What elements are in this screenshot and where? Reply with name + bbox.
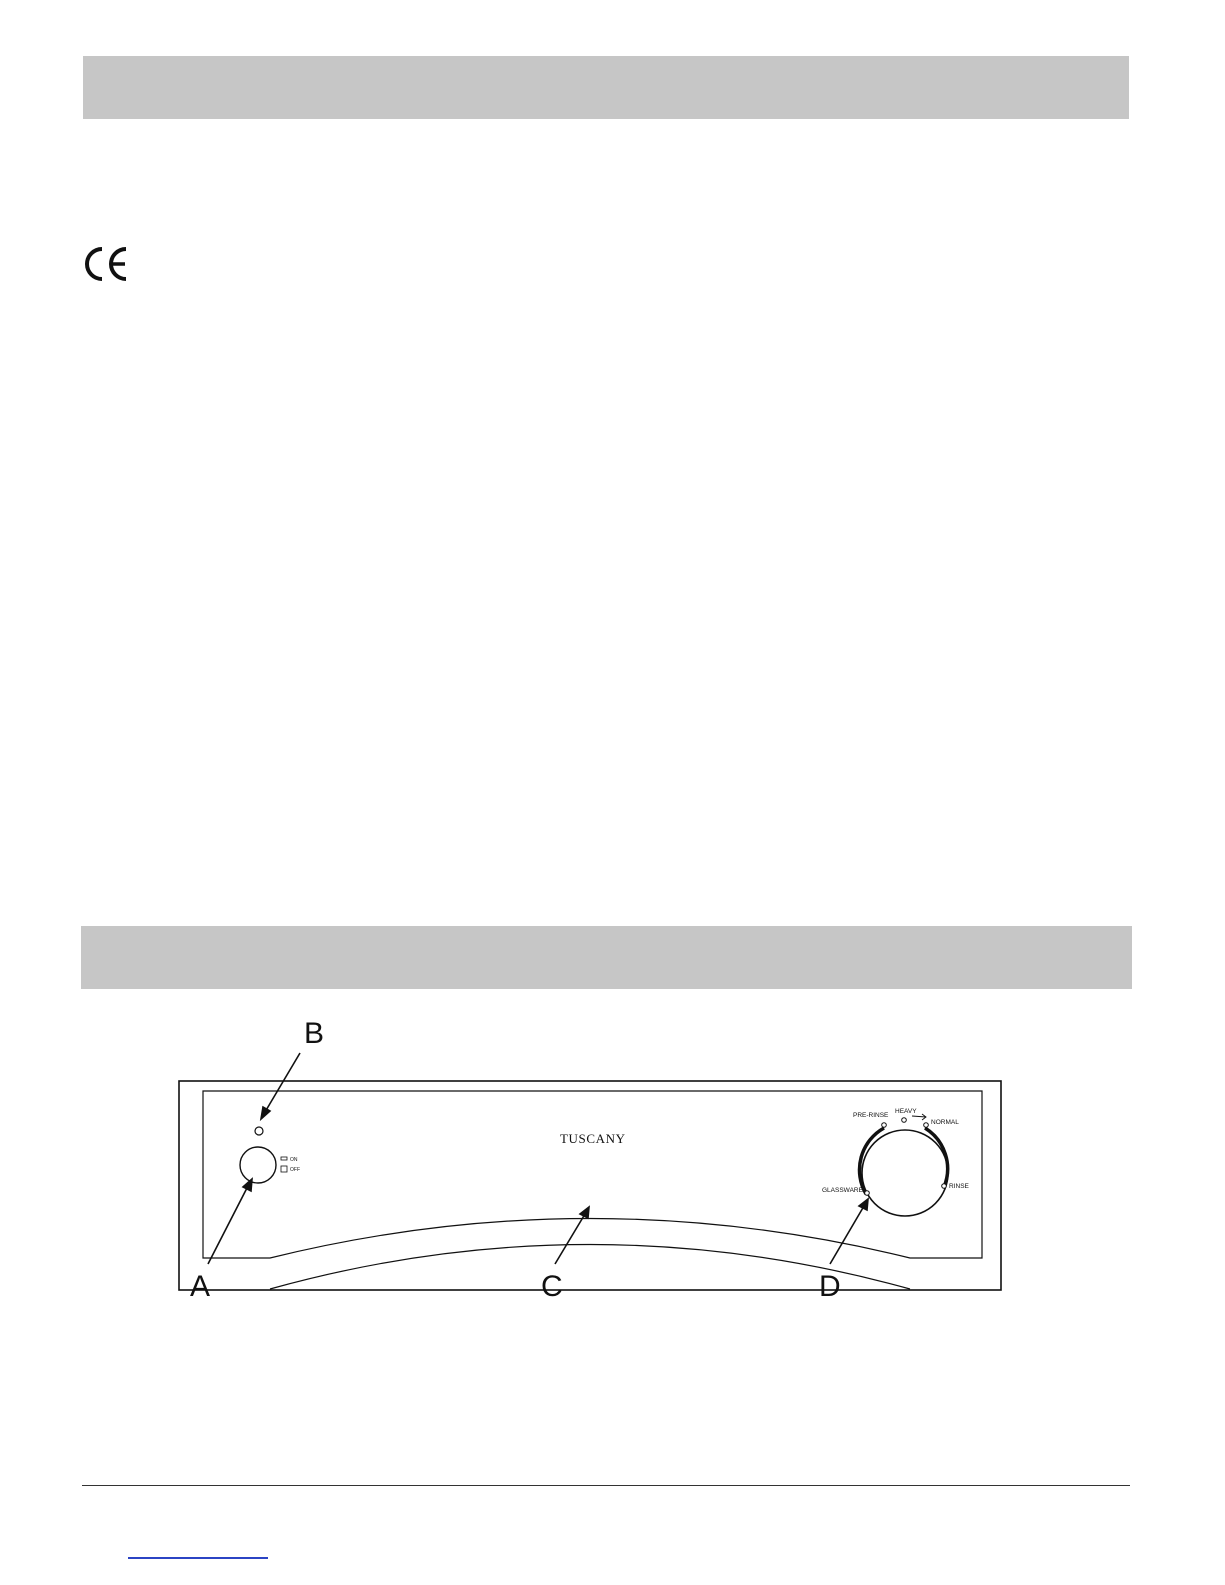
brand-name: TUSCANY [560, 1131, 626, 1146]
program-label-rinse: RINSE [949, 1183, 969, 1190]
callout-d: D [819, 1270, 841, 1303]
cropped-link-fragment [128, 1557, 268, 1559]
callout-c: C [541, 1270, 563, 1303]
program-label-pre-rinse: PRE-RINSE [853, 1112, 889, 1119]
program-label-glassware: GLASSWARE [822, 1187, 863, 1194]
program-dial-icon [862, 1130, 948, 1216]
program-dial[interactable] [822, 1108, 970, 1216]
indicator-light-icon [255, 1127, 263, 1135]
callout-b: B [304, 1017, 325, 1050]
switch-on-label: ON [290, 1157, 298, 1163]
program-label-normal: NORMAL [931, 1119, 959, 1126]
callout-a: A [190, 1270, 211, 1303]
power-switch[interactable] [240, 1147, 300, 1183]
power-switch-icon [240, 1147, 276, 1183]
switch-off-label: OFF [290, 1167, 300, 1173]
program-label-heavy: HEAVY [895, 1108, 917, 1115]
callout-arrows [208, 1053, 868, 1264]
footer-rule [82, 1485, 1130, 1486]
